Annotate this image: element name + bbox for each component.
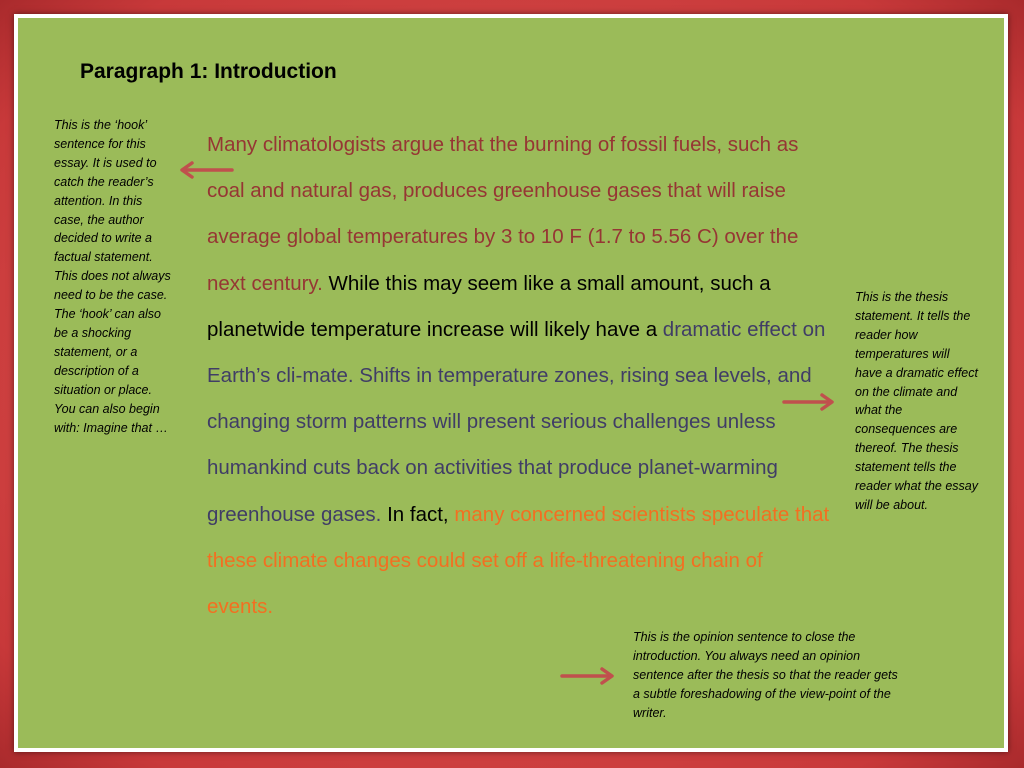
bridge-text: While this may seem like a small amount, such a planetwide temperature increase will likely have a xyxy=(207,271,771,341)
hook-sentence: Many climatologists argue that the burning of fossil fuels, such as coal and natural gas, produces greenhouse gases that will raise average global temperatures by 3 to 10 F (1.7 to 5.56 C) over the next century. xyxy=(207,133,799,295)
opinion-annotation: This is the opinion sentence to close the introduction. You always need an opinion sentence after the thesis so that the reader gets a subtle foreshadowing of the view-point of the writer. xyxy=(633,630,898,720)
opinion-sentence: many concerned scientists speculate that these climate changes could set off a life-threatening chain of events. xyxy=(207,502,830,619)
right-arrow-icon xyxy=(560,666,618,686)
thesis-annotation: This is the thesis statement. It tells the reader how temperatures will have a dramatic effect on the climate and what the consequences are thereof. The thesis statement tells the reader what the essay will be about. xyxy=(855,290,978,512)
right-arrow-icon xyxy=(782,392,838,412)
introduction-paragraph xyxy=(207,122,832,630)
thesis-statement: dramatic effect on Earth’s cli-mate. Shifts in temperature zones, rising sea levels, and changing storm patterns will present serious challenges unless humankind cuts back on activities that produce planet-warming greenhouse gases. xyxy=(207,317,826,526)
transition-text: In fact, xyxy=(381,502,455,526)
slide-title: Paragraph 1: Introduction xyxy=(80,60,337,83)
hook-annotation: This is the ‘hook’ sentence for this essay. It is used to catch the reader’s attention. In this case, the author decided to write a factual statement. This does not always need to be the case. The ‘hook’ can also be a shocking statement, or a description of a situation or place. You can also begin with: Imagine that … xyxy=(54,118,171,435)
